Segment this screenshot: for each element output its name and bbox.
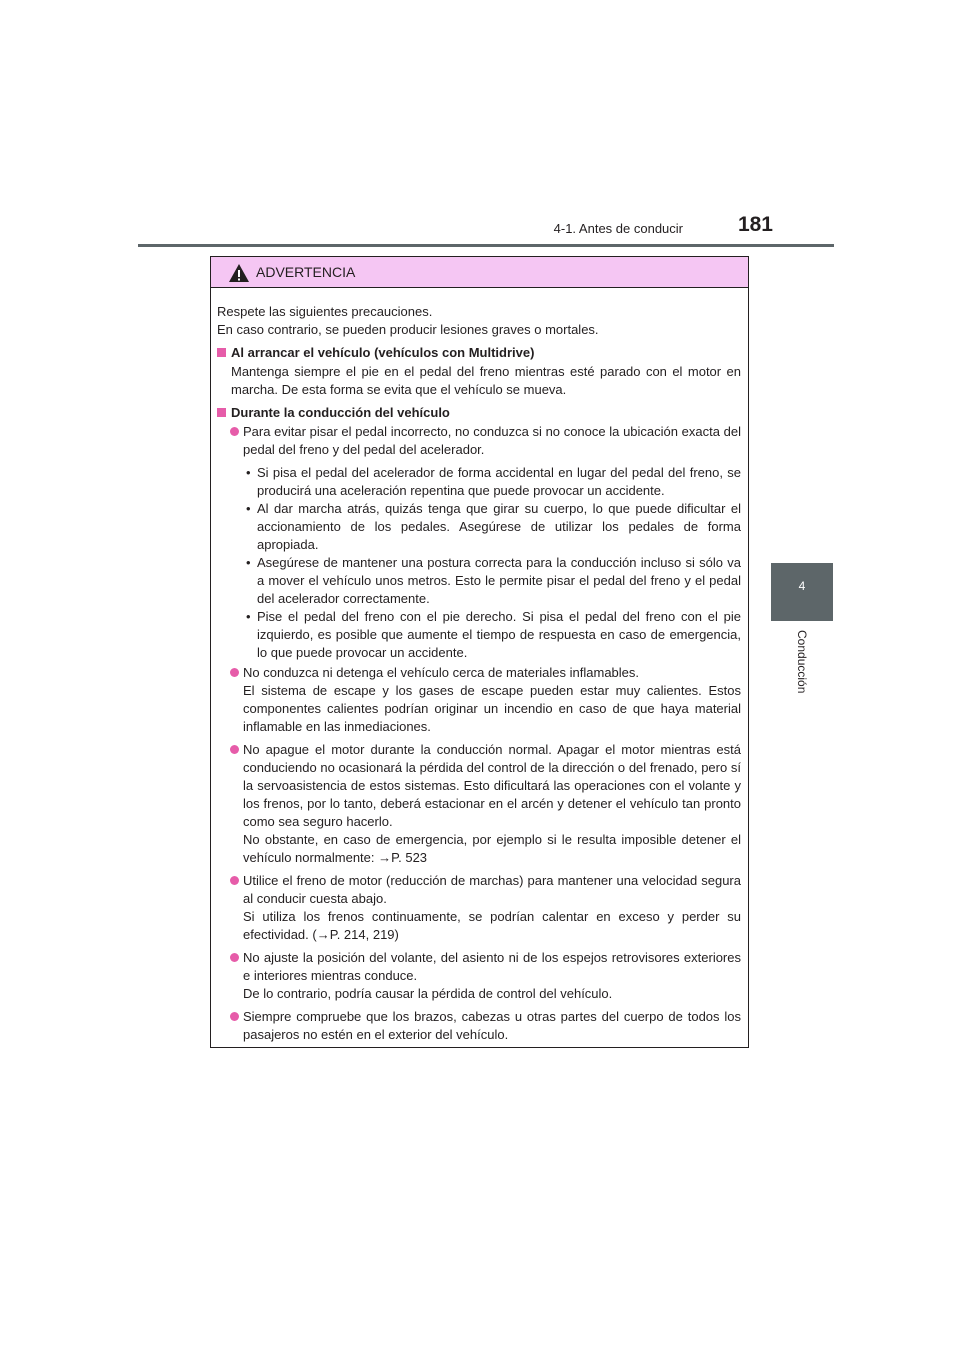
page-number: 181 (737, 213, 773, 236)
dot-item: • Pise el pedal del freno con el pie derecho. Si pisa el pedal del freno con el pie izquierdo, es posible que aumente el tiempo de respuesta en caso de emergencia, lo que puede provocar un accidente. (243, 608, 741, 662)
chapter-label-text: Conducción (795, 630, 809, 694)
bullet-line: Utilice el freno de motor (reducción de marchas) para mantener una velocidad segura al conducir cuesta abajo. (243, 873, 741, 906)
chapter-label (795, 630, 809, 714)
bullet-line: No apague el motor durante la conducción normal. Apagar el motor mientras está conduciendo no ocasionará la pérdida del control de la dirección o del frenado, pero sí la servoasistencia de estos sistemas. Esto dificultará las operaciones con el volante y los frenos, por lo tanto, deberá estacionar en el arcén y detener el vehículo tan pronto como sea seguro hacerlo. (243, 742, 741, 829)
bullet-line: Para evitar pisar el pedal incorrecto, no conduzca si no conoce la ubicación exacta del pedal del freno y del pedal del acelerador. (243, 424, 741, 457)
bullet-line: No ajuste la posición del volante, del asiento ni de los espejos retrovisores exteriores e interiores mientras conduce. (243, 950, 741, 983)
subsection-text: Mantenga siempre el pie en el pedal del freno mientras esté parado con el motor en marcha. De esta forma se evita que el vehículo se mueva. (231, 364, 741, 397)
bullet-item (217, 423, 741, 459)
bullet-item (217, 741, 741, 867)
subsection-heading: Durante la conducción del vehículo (217, 404, 741, 422)
bullet-item (217, 872, 741, 944)
bullet-line: Si utiliza los frenos continuamente, se podrían calentar en exceso y perder su efectividad. (→P. 214, 219) (243, 909, 741, 942)
dot-item: • Si pisa el pedal del acelerador de forma accidental en lugar del pedal del freno, se producirá una aceleración repentina que puede provocar un accidente. (243, 464, 741, 500)
bullet-line: No obstante, en caso de emergencia, por ejemplo si le resulta imposible detener el vehículo normalmente: →P. 523 (243, 832, 741, 865)
chapter-tab (771, 563, 833, 621)
intro-text (217, 303, 741, 339)
warning-header (211, 257, 748, 288)
chapter-number: 4 (798, 579, 806, 593)
bullet-line: De lo contrario, podría causar la pérdida de control del vehículo. (243, 986, 613, 1001)
section-title: 4-1. Antes de conducir (553, 221, 683, 236)
subsection-heading: Al arrancar el vehículo (vehículos con Multidrive) (217, 344, 741, 362)
bullet-line: El sistema de escape y los gases de escape pueden estar muy calientes. Estos componentes calientes podrían originar un incendio en caso de que haya material inflamable en las inmediaciones. (243, 683, 741, 734)
warning-title: ADVERTENCIA (256, 264, 356, 280)
bullet-line: No conduzca ni detenga el vehículo cerca de materiales inflamables. (243, 665, 640, 680)
warning-triangle-icon (228, 263, 250, 283)
bullet-line: Siempre compruebe que los brazos, cabezas u otras partes del cuerpo de todos los pasajeros no estén en el exterior del vehículo. (243, 1009, 741, 1042)
bullet-item (217, 664, 741, 736)
warning-body (211, 288, 748, 1044)
intro-line: En caso contrario, se pueden producir lesiones graves o mortales. (217, 322, 599, 337)
intro-line: Respete las siguientes precauciones. (217, 304, 433, 319)
bullet-item (217, 1008, 741, 1044)
warning-box (210, 256, 749, 1048)
header-rule (138, 244, 834, 247)
dot-list (243, 464, 741, 662)
dot-item: • Asegúrese de mantener una postura correcta para la conducción incluso si sólo va a mover el vehículo unos metros. Esto le permite pisar el pedal del freno y el pedal del acelerador correctamente. (243, 554, 741, 608)
dot-item: • Al dar marcha atrás, quizás tenga que girar su cuerpo, lo que puede dificultar el accionamiento de los pedales. Asegúrese de utilizar los pedales de forma apropiada. (243, 500, 741, 554)
bullet-item (217, 949, 741, 1003)
